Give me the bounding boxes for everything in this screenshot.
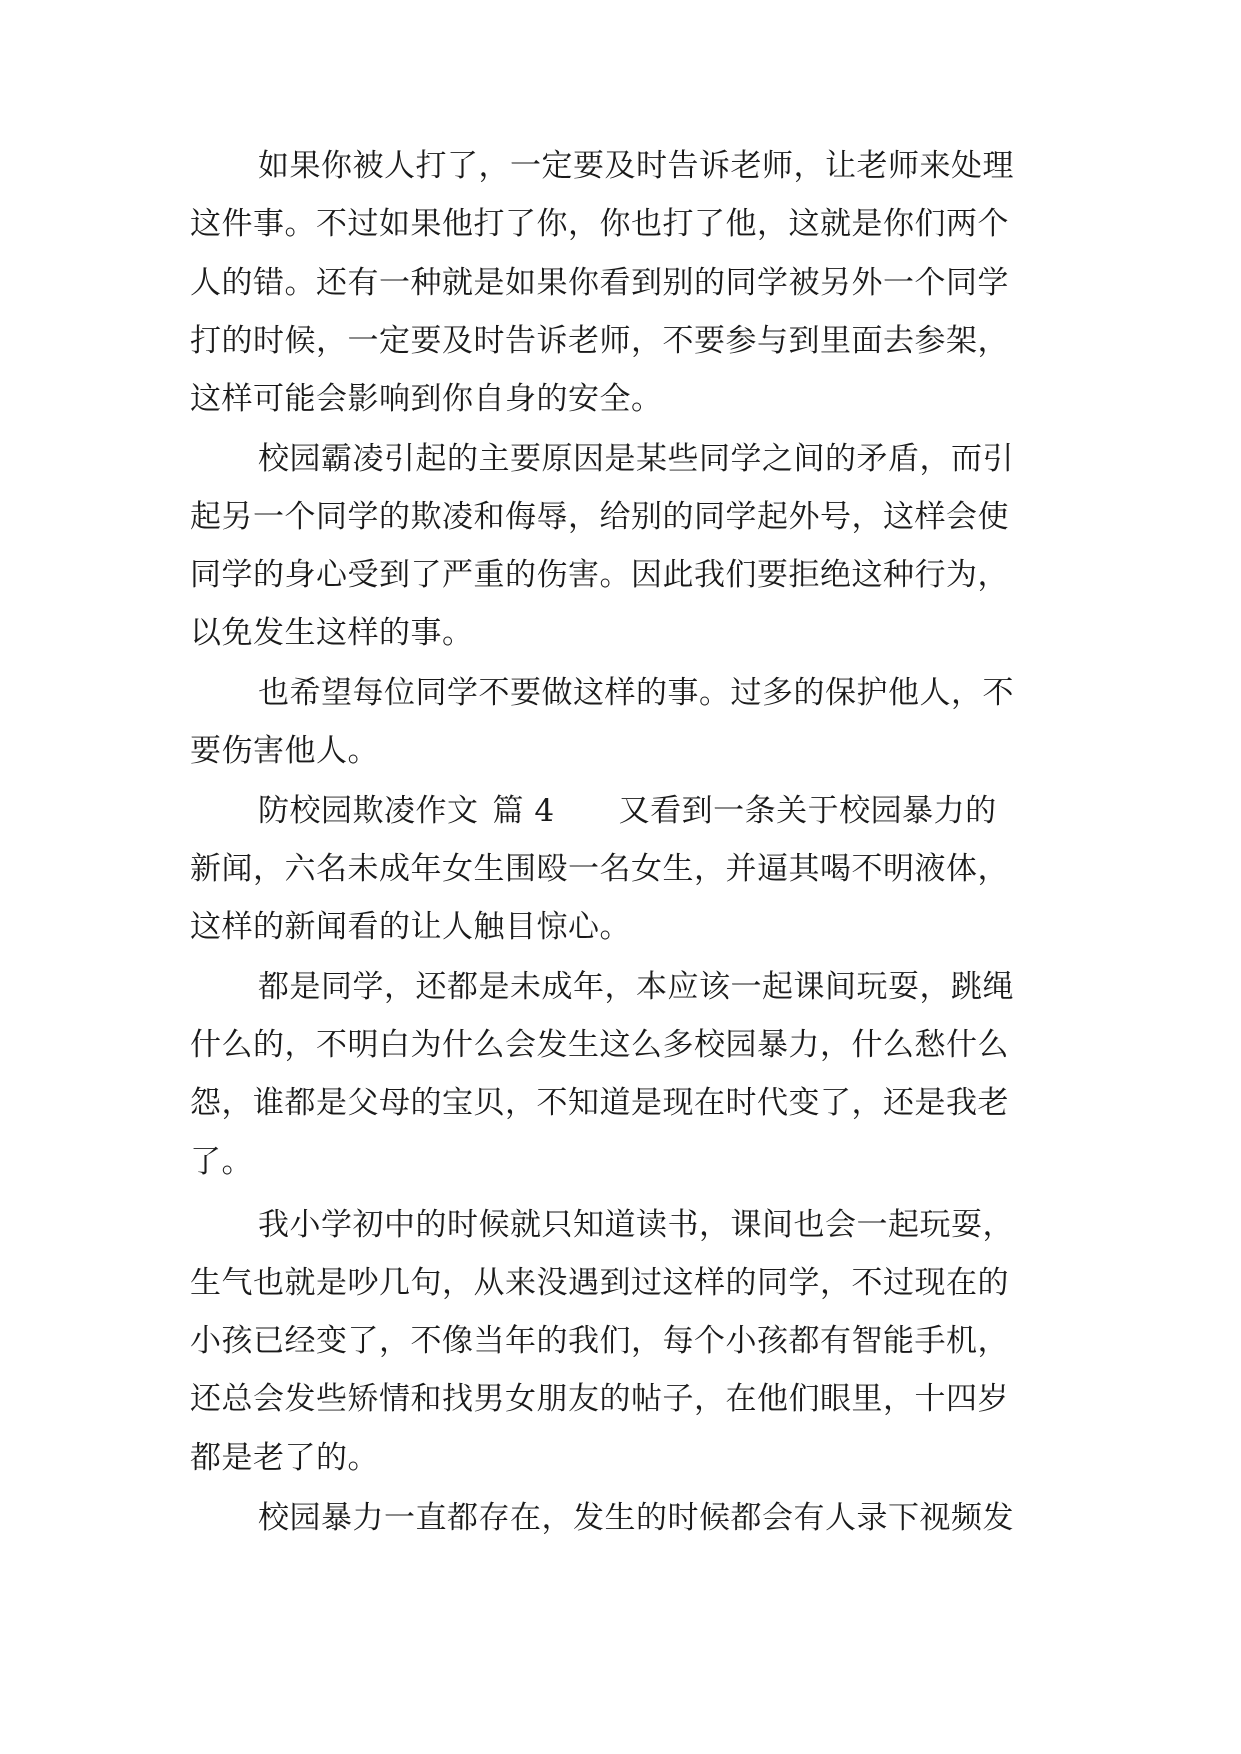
text-line: 这样可能会影响到你自身的安全。 [190, 381, 663, 417]
text-line: 小孩已经变了，不像当年的我们，每个小孩都有智能手机， [190, 1323, 1009, 1359]
section-heading-line [0, 783, 1241, 839]
text-line: 都是同学，还都是未成年，本应该一起课间玩耍，跳绳 [258, 969, 1014, 1005]
text-line: 还总会发些矫情和找男女朋友的帖子，在他们眼里，十四岁 [190, 1381, 1009, 1417]
text-line: 人的错。还有一种就是如果你看到别的同学被另外一个同学 [190, 265, 1009, 301]
text-line: 以免发生这样的事。 [190, 615, 474, 651]
text-line: 也希望每位同学不要做这样的事。过多的保护他人，不 [258, 675, 1014, 711]
text-line: 校园霸凌引起的主要原因是某些同学之间的矛盾，而引 [258, 441, 1014, 477]
text-line: 这样的新闻看的让人触目惊心。 [190, 909, 631, 945]
text-line: 校园暴力一直都存在，发生的时候都会有人录下视频发 [258, 1500, 1014, 1536]
text-line: 了。 [190, 1144, 253, 1180]
text-line: 打的时候，一定要及时告诉老师，不要参与到里面去参架， [190, 323, 1009, 359]
text-line: 这件事。不过如果他打了你，你也打了他，这就是你们两个 [190, 206, 1009, 242]
text-line: 要伤害他人。 [190, 733, 379, 769]
essay-title: 防校园欺凌作文 [258, 793, 479, 829]
text-line: 同学的身心受到了严重的伤害。因此我们要拒绝这种行为， [190, 557, 1009, 593]
text-line: 新闻，六名未成年女生围殴一名女生，并逼其喝不明液体， [190, 851, 1009, 887]
text-line: 起另一个同学的欺凌和侮辱，给别的同学起外号，这样会使 [190, 499, 1009, 535]
text-line: 如果你被人打了，一定要及时告诉老师，让老师来处理 [258, 148, 1014, 184]
text-line: 我小学初中的时候就只知道读书，课间也会一起玩耍， [258, 1207, 1014, 1243]
text-line: 怨，谁都是父母的宝贝，不知道是现在时代变了，还是我老 [190, 1085, 1009, 1121]
text-line: 生气也就是吵几句，从来没遇到过这样的同学，不过现在的 [190, 1265, 1009, 1301]
text-line: 什么的，不明白为什么会发生这么多校园暴力，什么愁什么 [190, 1027, 1009, 1063]
section-number: 篇 4 [492, 793, 555, 829]
text-line: 又看到一条关于校园暴力的 [618, 793, 997, 829]
text-line: 都是老了的。 [190, 1440, 379, 1476]
